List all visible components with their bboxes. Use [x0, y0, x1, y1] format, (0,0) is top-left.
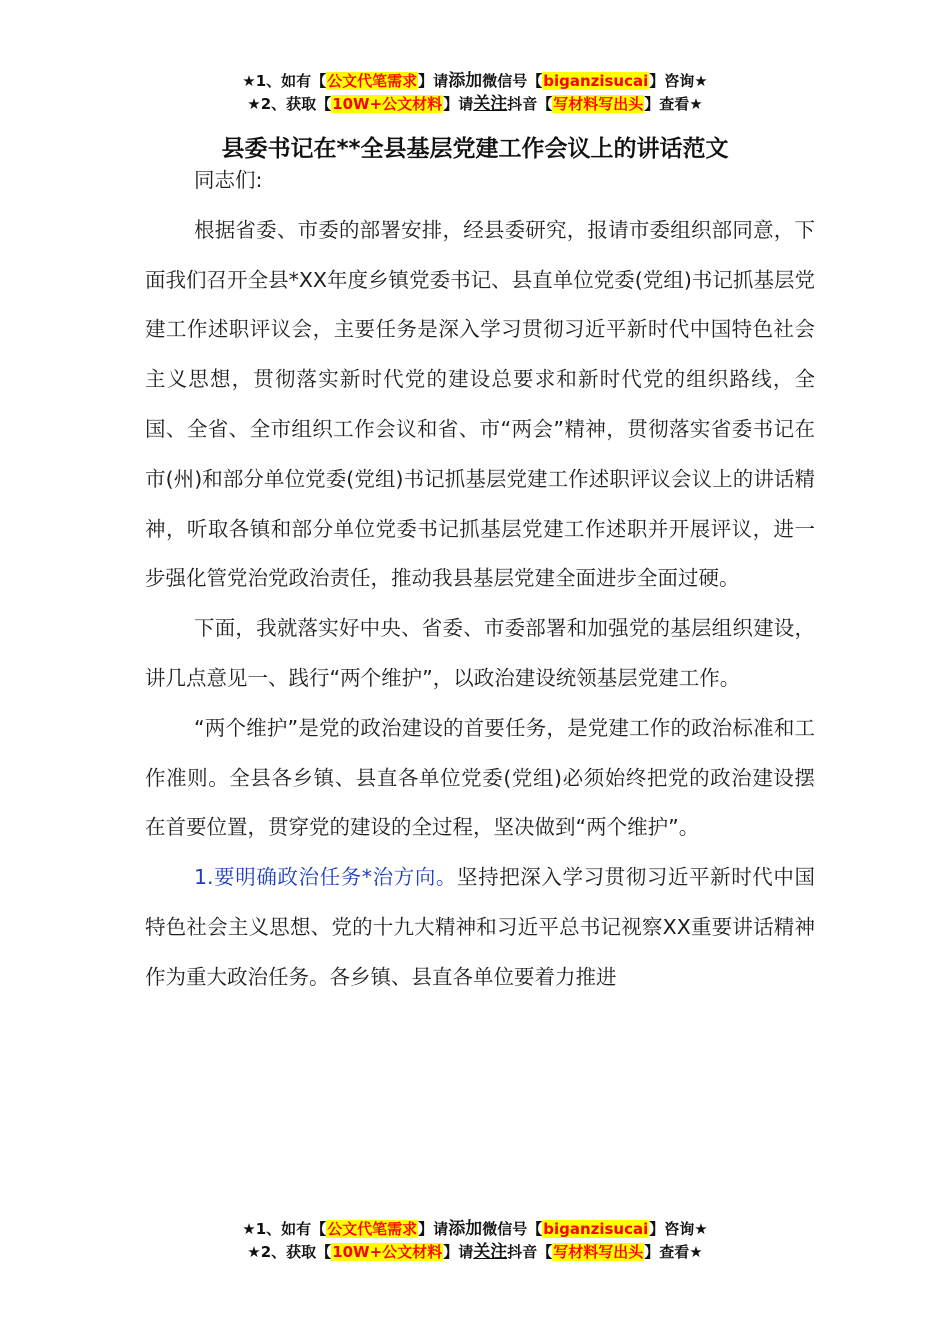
- document-body: [145, 156, 815, 1003]
- banner-text: 】请: [443, 95, 474, 113]
- banner-text: 抖音【: [507, 1243, 553, 1261]
- footer-banner: [0, 1218, 950, 1264]
- banner-emphasis: 关注: [473, 94, 508, 114]
- banner-text: ★1、如有【: [242, 72, 327, 90]
- header-banner-line-2: [0, 93, 950, 116]
- highlight-wechat-id: biganzisucai: [543, 1220, 649, 1238]
- body-paragraph: 下面，我就落实好中央、省委、市委部署和加强党的基层组织建设，讲几点意见一、践行“两个维护”，以政治建设统领基层党建工作。: [145, 616, 815, 690]
- banner-text: ★1、如有【: [242, 1220, 327, 1238]
- highlight-douyin-account: 写材料写出头: [553, 95, 644, 113]
- banner-text: 】咨询★: [649, 1220, 708, 1238]
- banner-text: 微信号【: [482, 72, 543, 90]
- banner-text: 微信号【: [482, 1220, 543, 1238]
- banner-text: 】请: [418, 1220, 449, 1238]
- highlight-materials: 10W+公文材料: [332, 1243, 443, 1261]
- highlight-materials: 10W+公文材料: [332, 95, 443, 113]
- banner-emphasis: 添加: [448, 71, 483, 91]
- highlight-service: 公文代笔需求: [327, 72, 418, 90]
- salutation: 同志们:: [194, 168, 263, 192]
- header-banner: [0, 70, 950, 116]
- highlight-douyin-account: 写材料写出头: [553, 1243, 644, 1261]
- banner-text: 】咨询★: [649, 72, 708, 90]
- section-text: 坚持把深入学习贯彻习近平新时代中国特色社会主义思想、党的十九大精神和习近平总书记视察XX重要讲话精神作为重大政治任务。各乡镇、县直各单位要着力推进: [145, 865, 815, 989]
- document-title: 县委书记在**全县基层党建工作会议上的讲话范文: [221, 136, 729, 162]
- banner-text: 】查看★: [644, 1243, 703, 1261]
- header-banner-line-1: [0, 70, 950, 93]
- banner-text: 】请: [443, 1243, 474, 1261]
- footer-banner-line-1: [0, 1218, 950, 1241]
- highlight-service: 公文代笔需求: [327, 1220, 418, 1238]
- body-paragraph: “两个维护”是党的政治建设的首要任务，是党建工作的政治标准和工作准则。全县各乡镇、县直各单位党委(党组)必须始终把党的政治建设摆在首要位置，贯穿党的建设的全过程，坚决做到“两个维护”。: [145, 715, 815, 840]
- footer-banner-line-2: [0, 1241, 950, 1264]
- section-paragraph: [145, 853, 815, 1002]
- banner-text: ★2、获取【: [247, 1243, 332, 1261]
- body-paragraph: 根据省委、市委的部署安排，经县委研究，报请市委组织部同意，下面我们召开全县*XX年度乡镇党委书记、县直单位党委(党组)书记抓基层党建工作述职评议会，主要任务是深入学习贯彻习近平新时代中国特色社会主义思想，贯彻落实新时代党的建设总要求和新时代党的组织路线，全国、全省、全市组织工作会议和省、市“两会”精神，贯彻落实省委书记在市(州)和部分单位党委(党组)书记抓基层党建工作述职评议会议上的讲话精神，听取各镇和部分单位党委书记抓基层党建工作述职并开展评议，进一步强化管党治党政治责任，推动我县基层党建全面进步全面过硬。: [145, 217, 815, 591]
- highlight-wechat-id: biganzisucai: [543, 72, 649, 90]
- banner-text: 抖音【: [507, 95, 553, 113]
- banner-text: 】查看★: [644, 95, 703, 113]
- banner-text: ★2、获取【: [247, 95, 332, 113]
- banner-emphasis: 关注: [473, 1242, 508, 1262]
- banner-text: 】请: [418, 72, 449, 90]
- banner-emphasis: 添加: [448, 1219, 483, 1239]
- section-heading: 1.要明确政治任务*治方向。: [194, 865, 458, 890]
